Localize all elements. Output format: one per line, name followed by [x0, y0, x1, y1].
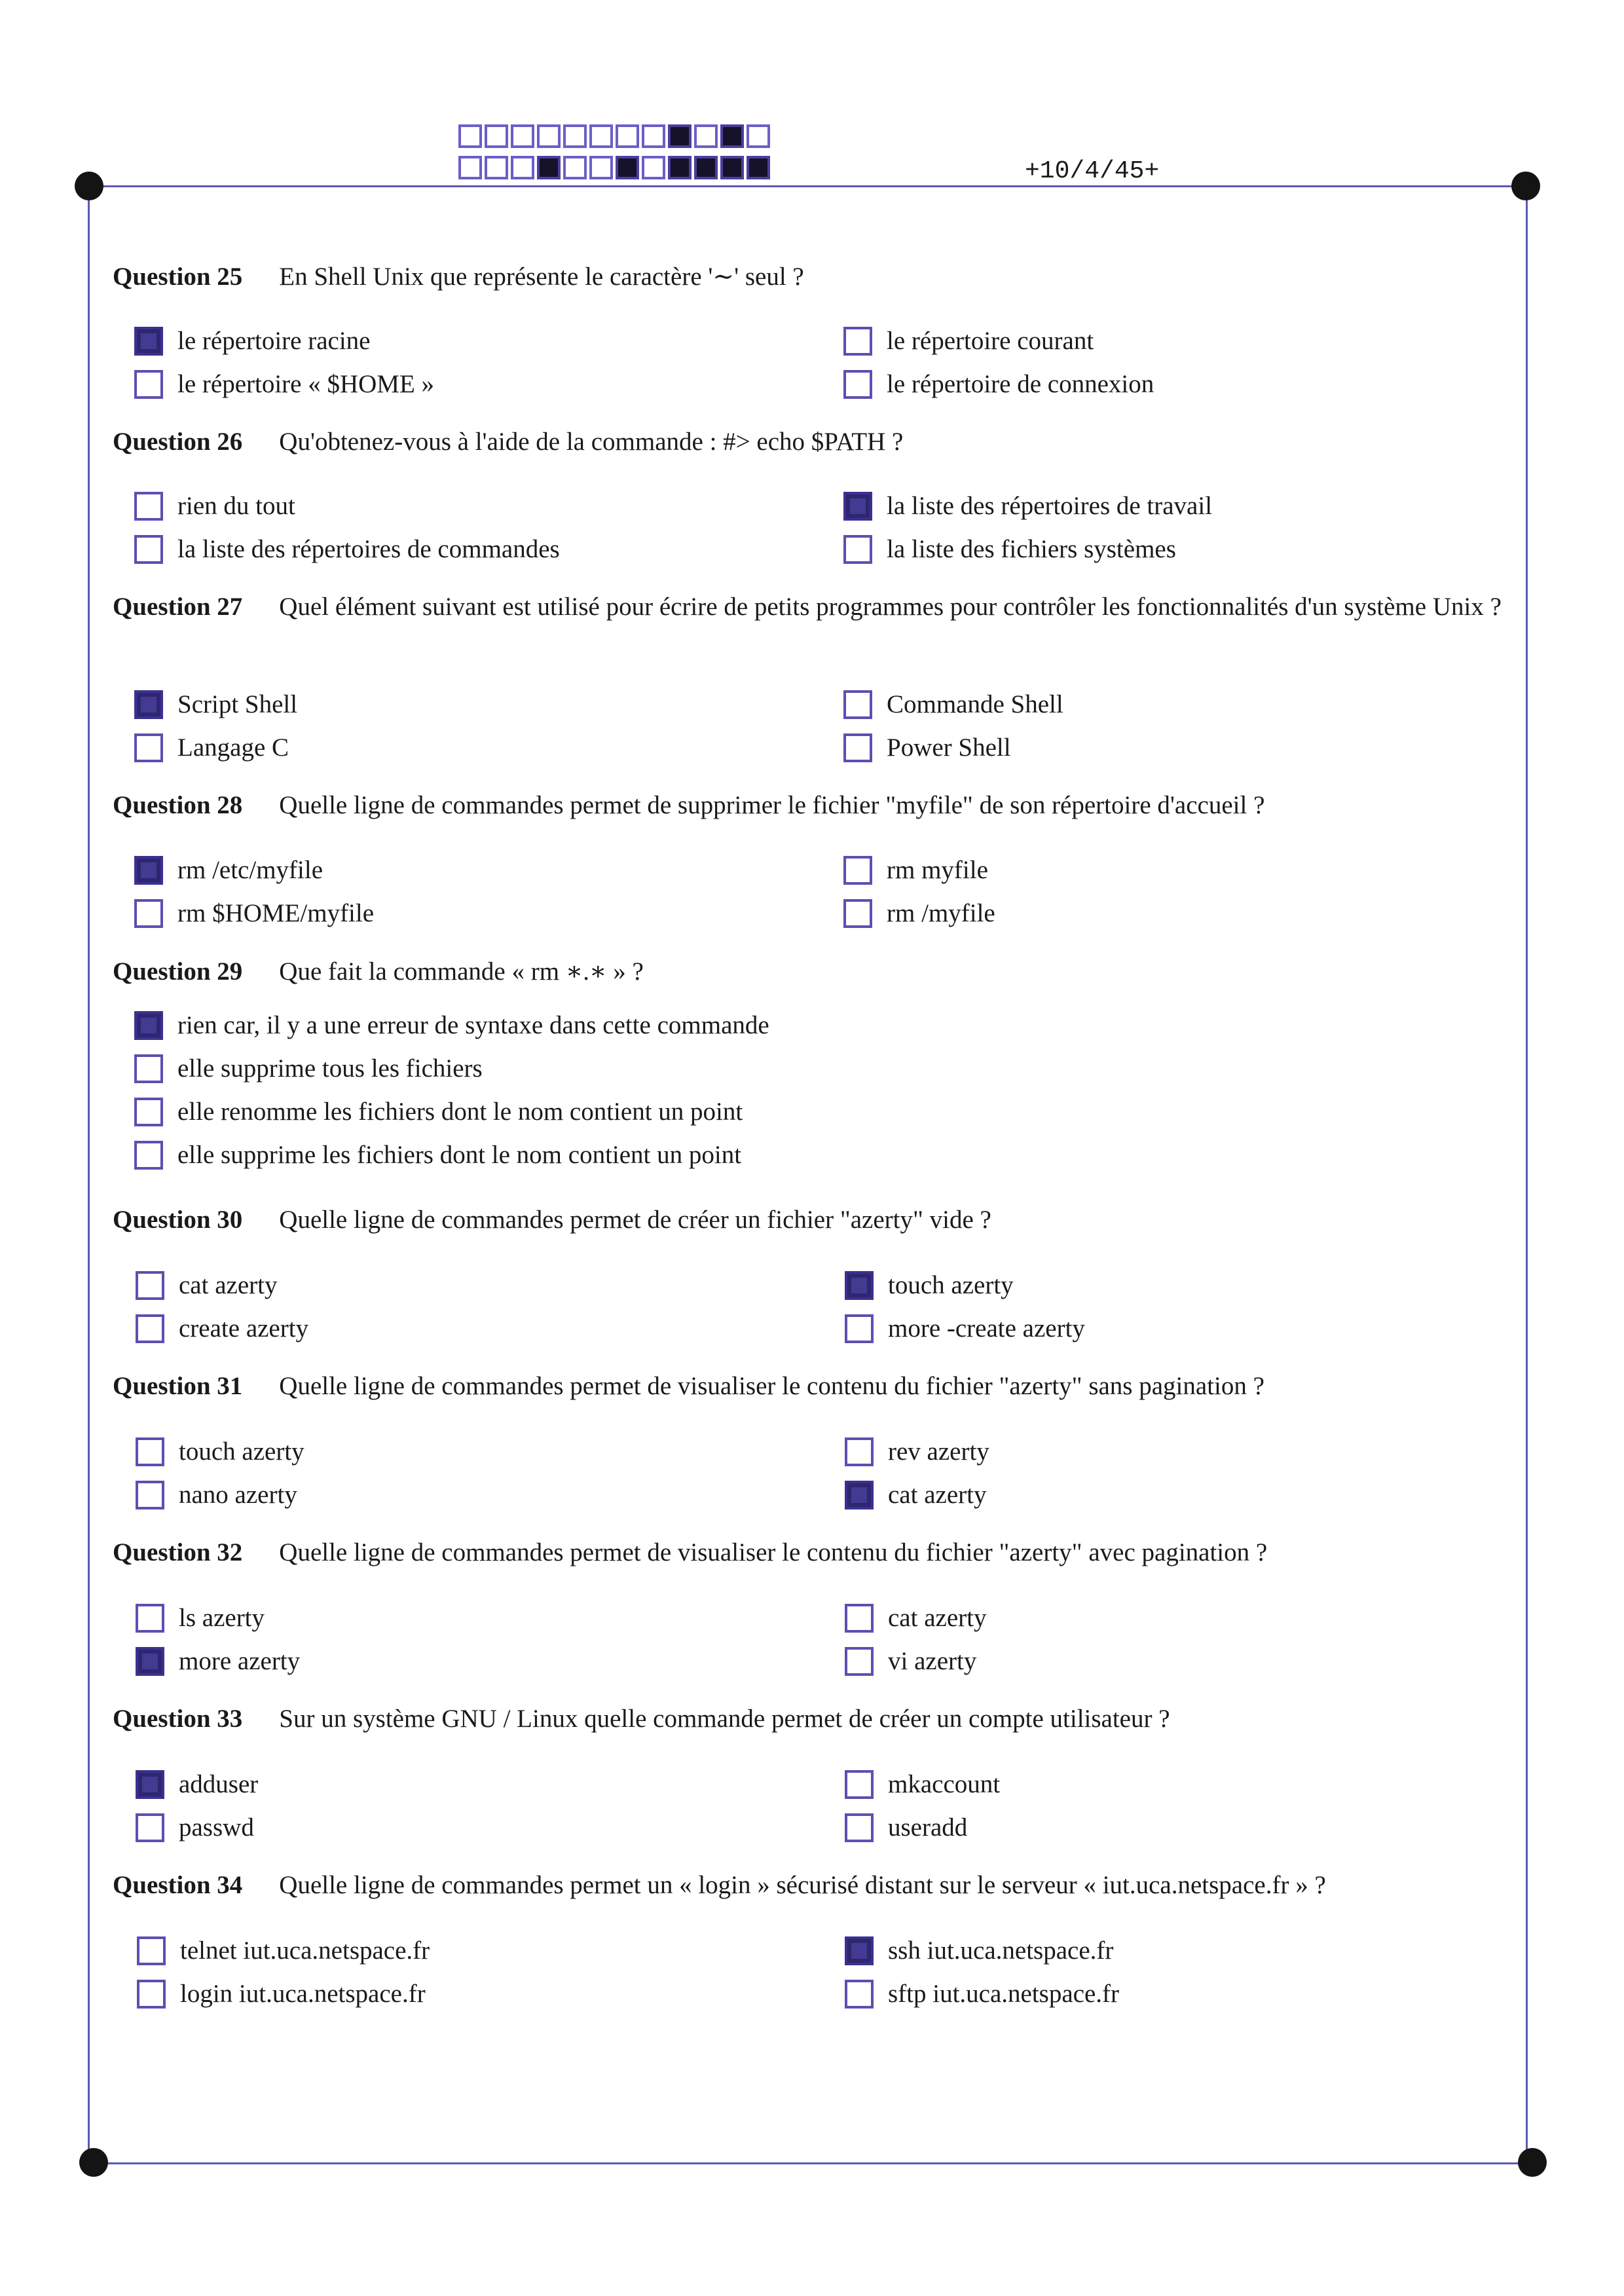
answer-label: Commande Shell	[887, 690, 1063, 718]
barcode-cell	[616, 156, 639, 179]
answer-checkbox[interactable]	[134, 733, 163, 762]
barcode-cell	[511, 156, 534, 179]
answer-label: la liste des répertoires de travail	[887, 492, 1213, 520]
answer-checkbox[interactable]	[136, 1314, 164, 1343]
answer-label: rien du tout	[177, 492, 295, 520]
question-label: Question 33	[113, 1705, 243, 1733]
answer-option[interactable]	[136, 1480, 297, 1509]
question-29	[113, 955, 1507, 988]
answer-option[interactable]	[843, 491, 1212, 521]
barcode-cell	[537, 156, 561, 179]
question-30	[113, 1204, 1507, 1236]
corner-marker-bottom-left	[79, 2148, 108, 2177]
answer-option[interactable]	[137, 1936, 430, 1965]
answer-option[interactable]	[843, 733, 1011, 762]
question-25	[113, 261, 1507, 293]
answer-option[interactable]	[136, 1813, 254, 1842]
answer-label: cat azerty	[888, 1481, 987, 1509]
answer-checkbox[interactable]	[134, 1098, 163, 1126]
corner-marker-top-right	[1511, 172, 1540, 200]
answer-option[interactable]	[843, 898, 995, 928]
answer-option[interactable]	[134, 855, 323, 885]
answer-checkbox[interactable]	[134, 1054, 163, 1083]
barcode-row	[458, 124, 773, 148]
answer-option[interactable]	[845, 1979, 1119, 2009]
answer-option[interactable]	[134, 733, 289, 762]
answer-label: cat azerty	[179, 1271, 278, 1299]
barcode-cell	[668, 124, 692, 148]
answer-label: rm /etc/myfile	[177, 856, 323, 884]
answer-label: cat azerty	[888, 1604, 987, 1632]
answer-option[interactable]	[137, 1979, 426, 2009]
answer-option[interactable]	[845, 1769, 1000, 1799]
frame-left	[88, 186, 90, 2164]
question-33	[113, 1703, 1507, 1735]
answer-checkbox[interactable]	[134, 1141, 163, 1170]
question-label: Question 27	[113, 593, 243, 621]
question-text: Quelle ligne de commandes permet de supprimer le fichier "myfile" de son répertoire d'accueil ?	[279, 791, 1265, 819]
answer-label: le répertoire de connexion	[887, 370, 1154, 398]
question-text: Quelle ligne de commandes permet de visualiser le contenu du fichier "azerty" sans pagination ?	[279, 1372, 1264, 1400]
answer-option[interactable]	[134, 534, 560, 564]
answer-option[interactable]	[134, 690, 297, 719]
answer-option[interactable]	[136, 1769, 258, 1799]
answer-checkbox[interactable]	[845, 1980, 874, 2009]
answer-option[interactable]	[136, 1314, 308, 1343]
answer-checkbox[interactable]	[134, 856, 163, 885]
answer-checkbox[interactable]	[843, 856, 872, 885]
question-27	[113, 591, 1507, 623]
answer-option[interactable]	[843, 326, 1094, 356]
answer-label: Power Shell	[887, 733, 1011, 762]
barcode-cell	[458, 156, 482, 179]
answer-checkbox[interactable]	[845, 1271, 874, 1300]
answer-option[interactable]	[845, 1646, 976, 1676]
answer-option[interactable]	[845, 1480, 986, 1509]
answer-checkbox[interactable]	[134, 327, 163, 356]
barcode-cell	[485, 156, 508, 179]
question-label: Question 26	[113, 428, 243, 456]
answer-label: le répertoire « $HOME »	[177, 370, 435, 398]
answer-label: la liste des répertoires de commandes	[177, 535, 560, 563]
answer-checkbox[interactable]	[134, 370, 163, 399]
answer-checkbox[interactable]	[136, 1604, 164, 1633]
barcode-cell	[642, 124, 665, 148]
answer-label: ls azerty	[179, 1604, 265, 1632]
answer-label: adduser	[179, 1770, 259, 1798]
answer-label: rev azerty	[888, 1437, 989, 1466]
answer-option[interactable]	[845, 1314, 1085, 1343]
answer-checkbox[interactable]	[843, 492, 872, 521]
corner-marker-top-left	[75, 172, 103, 200]
answer-checkbox[interactable]	[136, 1647, 164, 1676]
barcode-cell	[616, 124, 639, 148]
barcode-cell	[694, 124, 718, 148]
answer-option[interactable]	[134, 1054, 483, 1083]
answer-checkbox[interactable]	[845, 1813, 874, 1842]
answer-checkbox[interactable]	[136, 1481, 164, 1509]
answer-option[interactable]	[136, 1603, 265, 1633]
barcode-cell	[747, 156, 770, 179]
answer-option[interactable]	[136, 1270, 277, 1300]
barcode-cell	[720, 124, 744, 148]
answer-checkbox[interactable]	[136, 1271, 164, 1300]
question-text: Quelle ligne de commandes permet un « login » sécurisé distant sur le serveur « iut.uca.netspace.fr » ?	[279, 1871, 1326, 1899]
answer-checkbox[interactable]	[843, 690, 872, 719]
answer-label: elle supprime tous les fichiers	[177, 1054, 483, 1083]
answer-label: telnet iut.uca.netspace.fr	[180, 1936, 430, 1965]
answer-checkbox[interactable]	[134, 535, 163, 564]
answer-label: rm /myfile	[887, 899, 995, 927]
question-text: Que fait la commande « rm ∗.∗ » ?	[279, 957, 644, 986]
answer-checkbox[interactable]	[845, 1481, 874, 1509]
answer-label: elle renomme les fichiers dont le nom contient un point	[177, 1098, 743, 1126]
answer-label: passwd	[179, 1813, 254, 1842]
question-28	[113, 789, 1507, 822]
answer-label: touch azerty	[179, 1437, 304, 1466]
page-identifier: +10/4/45+	[1025, 157, 1160, 185]
answer-option[interactable]	[136, 1646, 300, 1676]
answer-label: more -create azerty	[888, 1314, 1085, 1342]
answer-option[interactable]	[136, 1437, 304, 1466]
answer-option[interactable]	[843, 369, 1154, 399]
answer-option[interactable]	[134, 369, 434, 399]
barcode-cell	[747, 124, 770, 148]
question-label: Question 28	[113, 791, 243, 819]
answer-label: nano azerty	[179, 1481, 297, 1509]
answer-checkbox[interactable]	[137, 1980, 166, 2009]
answer-label: la liste des fichiers systèmes	[887, 535, 1176, 563]
question-label: Question 34	[113, 1871, 243, 1899]
answer-checkbox[interactable]	[136, 1813, 164, 1842]
barcode-row	[458, 156, 773, 179]
barcode-cell	[720, 156, 744, 179]
answer-label: le répertoire racine	[177, 327, 371, 355]
answer-label: le répertoire courant	[887, 327, 1094, 355]
answer-label: useradd	[888, 1813, 968, 1842]
barcode-cell	[511, 124, 534, 148]
answer-checkbox[interactable]	[137, 1936, 166, 1965]
answer-option[interactable]	[845, 1813, 967, 1842]
question-label: Question 31	[113, 1372, 243, 1400]
question-label: Question 32	[113, 1538, 243, 1566]
answer-option[interactable]	[134, 1010, 769, 1040]
answer-label: vi azerty	[888, 1647, 977, 1675]
question-label: Question 30	[113, 1206, 243, 1234]
answer-label: more azerty	[179, 1647, 301, 1675]
answer-option[interactable]	[134, 326, 370, 356]
question-32	[113, 1536, 1507, 1569]
barcode-cell	[485, 124, 508, 148]
answer-option[interactable]	[845, 1270, 1014, 1300]
question-text: Quelle ligne de commandes permet de créer un fichier "azerty" vide ?	[279, 1206, 991, 1234]
answer-checkbox[interactable]	[845, 1604, 874, 1633]
answer-checkbox[interactable]	[845, 1936, 874, 1965]
answer-checkbox[interactable]	[136, 1770, 164, 1799]
answer-option[interactable]	[134, 1097, 743, 1126]
corner-marker-bottom-right	[1518, 2148, 1547, 2177]
answer-checkbox[interactable]	[845, 1770, 874, 1799]
question-26	[113, 426, 1507, 458]
question-34	[113, 1869, 1507, 1902]
question-text: Sur un système GNU / Linux quelle commande permet de créer un compte utilisateur ?	[279, 1705, 1170, 1733]
answer-checkbox[interactable]	[843, 899, 872, 928]
answer-option[interactable]	[134, 1140, 741, 1170]
answer-checkbox[interactable]	[843, 535, 872, 564]
answer-option[interactable]	[134, 491, 295, 521]
barcode-cell	[642, 156, 665, 179]
answer-checkbox[interactable]	[136, 1437, 164, 1466]
answer-label: Langage C	[177, 733, 289, 762]
answer-label: sftp iut.uca.netspace.fr	[888, 1980, 1120, 2008]
question-text: Qu'obtenez-vous à l'aide de la commande : #> echo $PATH ?	[279, 428, 904, 456]
answer-checkbox[interactable]	[845, 1437, 874, 1466]
answer-label: touch azerty	[888, 1271, 1014, 1299]
barcode-cell	[668, 156, 692, 179]
answer-option[interactable]	[134, 898, 374, 928]
question-label: Question 29	[113, 957, 243, 986]
answer-checkbox[interactable]	[845, 1647, 874, 1676]
barcode-cell	[458, 124, 482, 148]
answer-checkbox[interactable]	[134, 690, 163, 719]
answer-checkbox[interactable]	[134, 899, 163, 928]
question-text: En Shell Unix que représente le caractère '∼' seul ?	[279, 263, 804, 291]
answer-option[interactable]	[843, 855, 988, 885]
answer-checkbox[interactable]	[134, 1011, 163, 1040]
frame-top	[88, 185, 1526, 187]
answer-label: rm $HOME/myfile	[177, 899, 375, 927]
barcode-cell	[537, 124, 561, 148]
answer-label: Script Shell	[177, 690, 298, 718]
answer-checkbox[interactable]	[845, 1314, 874, 1343]
barcode-cell	[563, 156, 587, 179]
question-text: Quel élément suivant est utilisé pour écrire de petits programmes pour contrôler les fonctionnalités d'un système Unix ?	[279, 593, 1502, 621]
answer-checkbox[interactable]	[843, 327, 872, 356]
answer-option[interactable]	[843, 690, 1063, 719]
answer-label: mkaccount	[888, 1770, 1001, 1798]
answer-checkbox[interactable]	[134, 492, 163, 521]
barcode-cell	[694, 156, 718, 179]
barcode-cell	[589, 124, 613, 148]
answer-option[interactable]	[843, 534, 1176, 564]
barcode-cell	[563, 124, 587, 148]
answer-label: login iut.uca.netspace.fr	[180, 1980, 426, 2008]
answer-label: rien car, il y a une erreur de syntaxe dans cette commande	[177, 1011, 769, 1039]
question-31	[113, 1370, 1507, 1403]
frame-right	[1526, 186, 1528, 2164]
answer-label: rm myfile	[887, 856, 988, 884]
answer-checkbox[interactable]	[843, 733, 872, 762]
answer-label: create azerty	[179, 1314, 309, 1342]
answer-option[interactable]	[845, 1437, 989, 1466]
answer-option[interactable]	[845, 1603, 986, 1633]
answer-label: elle supprime les fichiers dont le nom contient un point	[177, 1141, 742, 1169]
question-label: Question 25	[113, 263, 243, 291]
frame-bottom	[94, 2162, 1532, 2164]
question-text: Quelle ligne de commandes permet de visualiser le contenu du fichier "azerty" avec pagination ?	[279, 1538, 1268, 1566]
answer-label: ssh iut.uca.netspace.fr	[888, 1936, 1114, 1965]
answer-checkbox[interactable]	[843, 370, 872, 399]
answer-option[interactable]	[845, 1936, 1113, 1965]
barcode-cell	[589, 156, 613, 179]
